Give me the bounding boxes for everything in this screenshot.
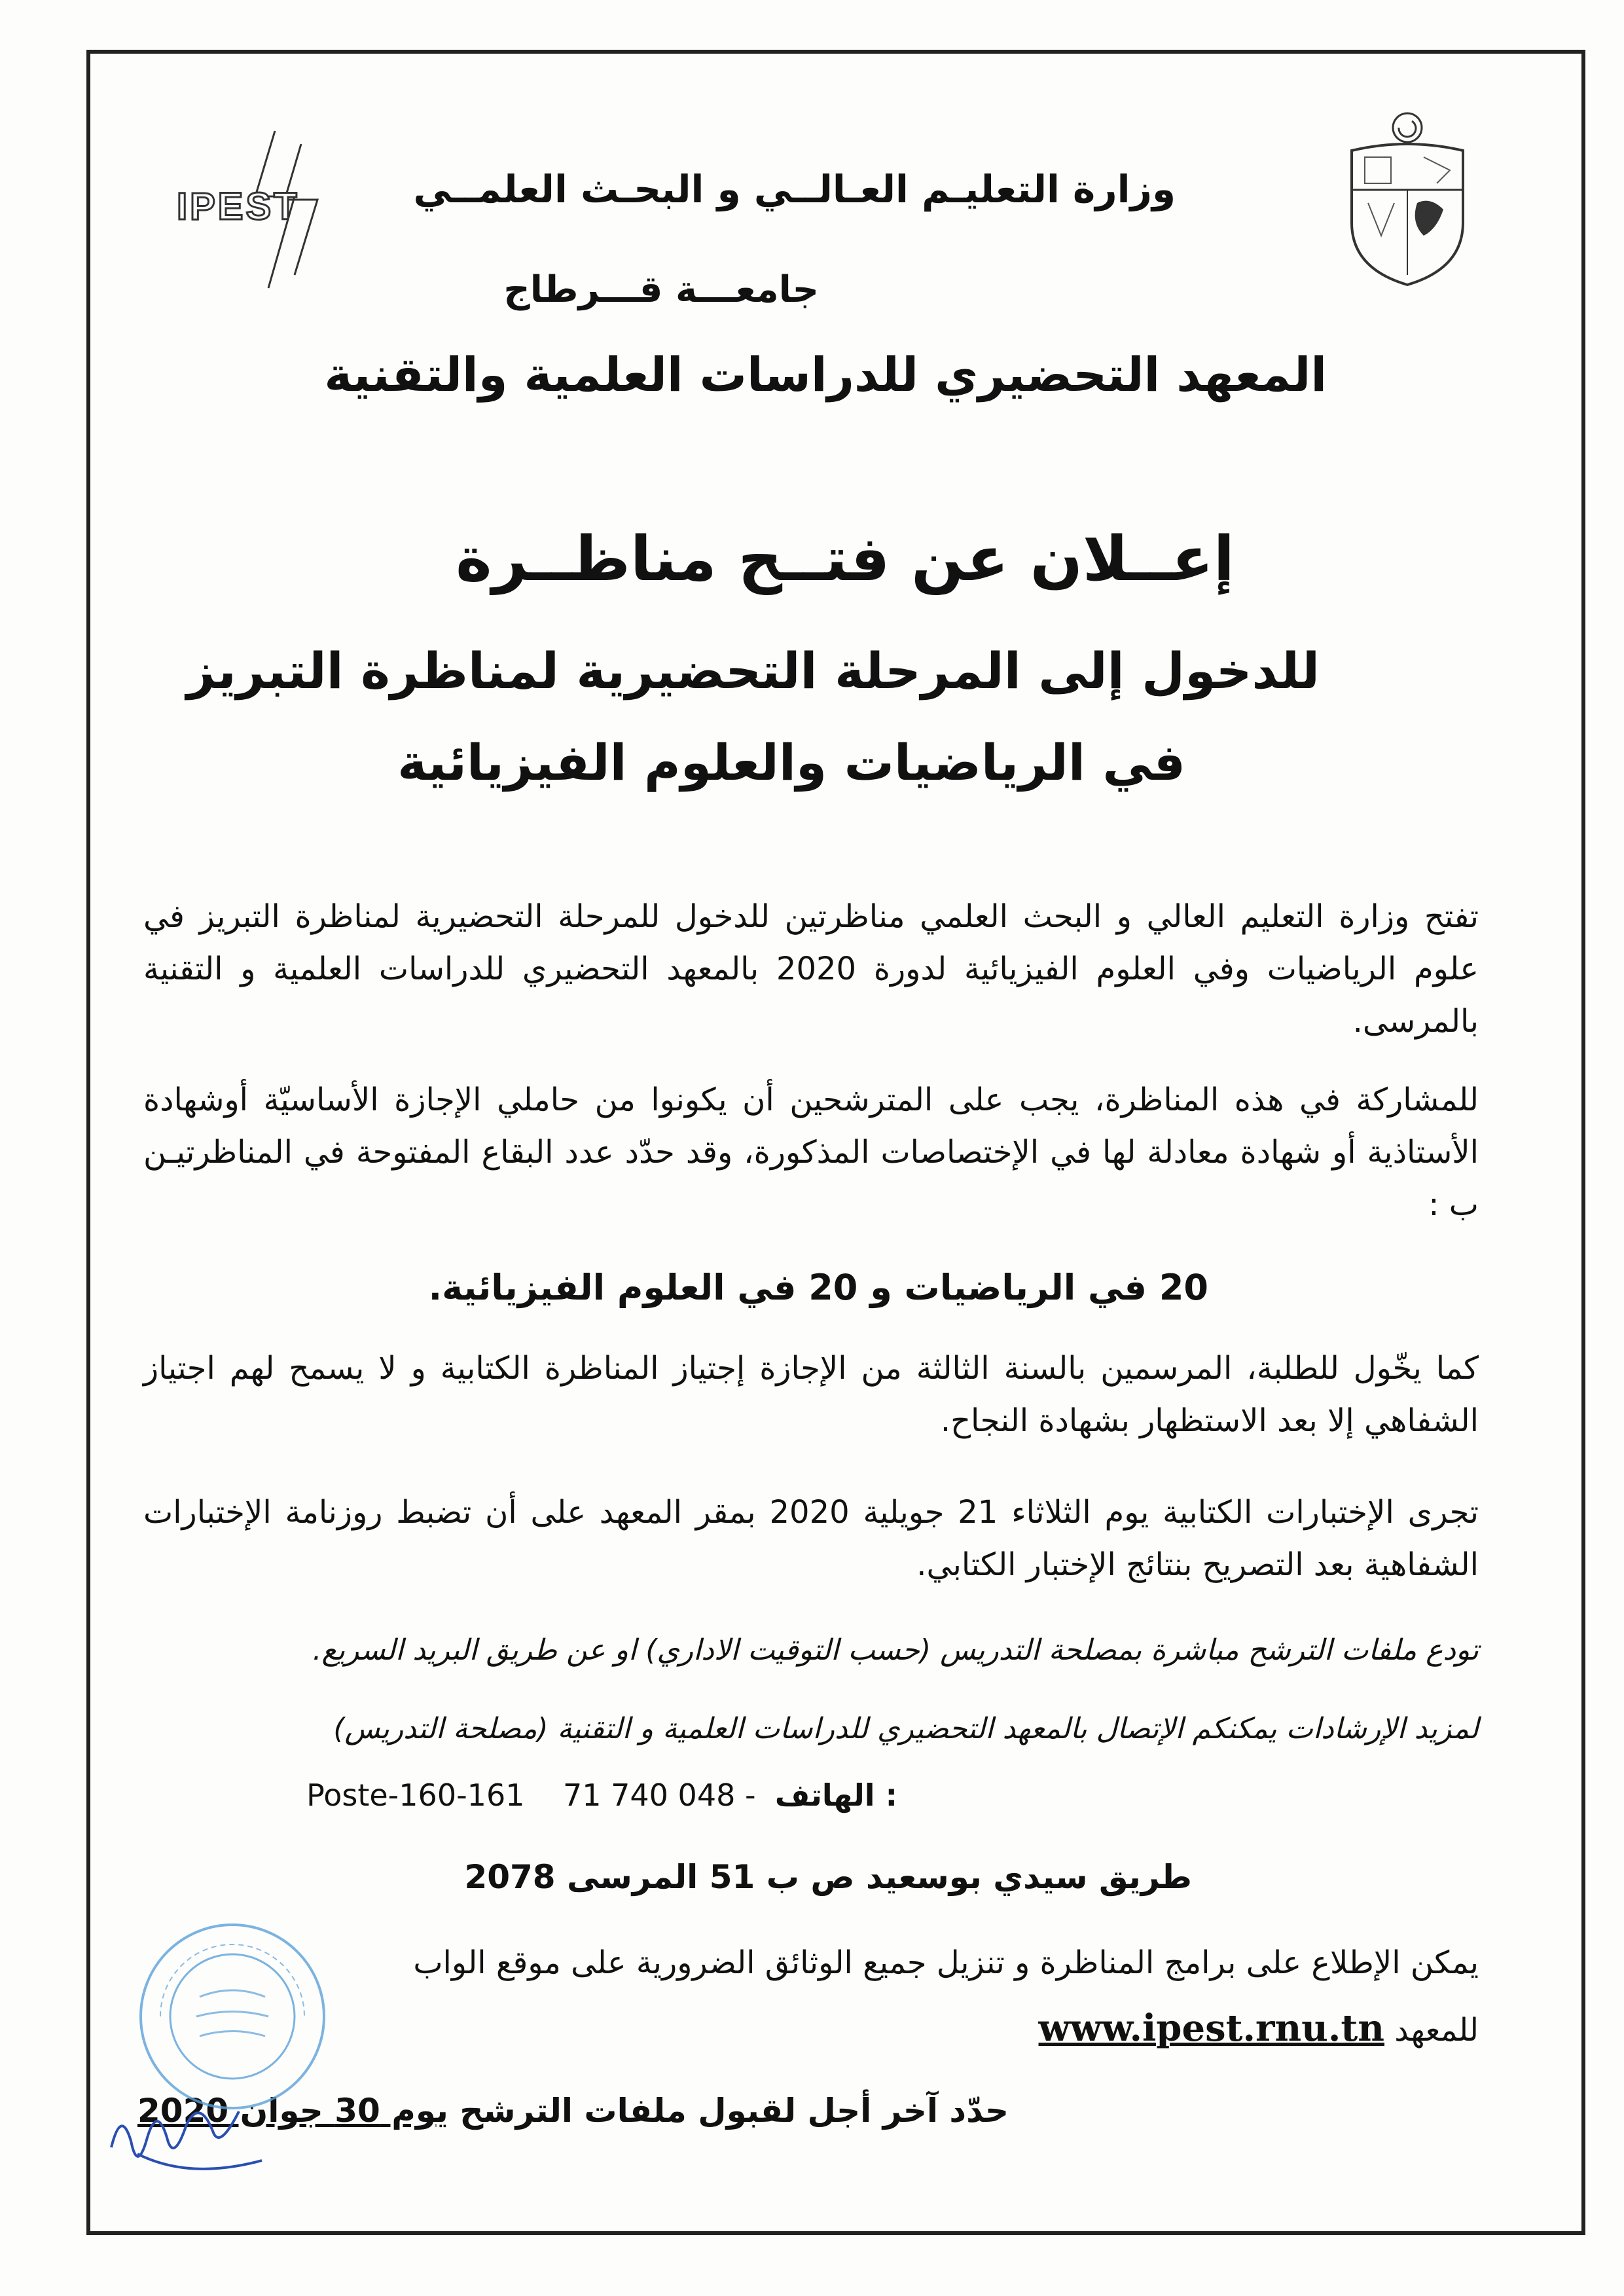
phone-extensions: Poste-160-161 xyxy=(306,1777,525,1813)
positions-count: 20 في الرياضيات و 20 في العلوم الفيزيائية. xyxy=(428,1267,1208,1308)
announcement-subtitle-2: في الرياضيات والعلوم الفيزيائية xyxy=(397,733,1185,792)
phone-label: الهاتف : xyxy=(774,1777,897,1813)
phone-number: 71 740 048 - xyxy=(562,1777,756,1813)
announcement-title: إعــلان عن فتــح مناظــرة xyxy=(456,524,1235,595)
institute-name: المعهد التحضيري للدراسات العلمية والتقنية xyxy=(324,347,1327,402)
ministry-name: وزارة التعليـم العـالــي و البحـث العلمــي xyxy=(413,167,1176,211)
website-prefix: للمعهد xyxy=(1394,2012,1479,2049)
paragraph-exam-date: تجرى الإختبارات الكتابية يوم الثلاثاء 21 جويلية 2020 بمقر المعهد على أن تضبط روزنامة الإختبارات الشفاهية بعد التصريح بنتائج الإختبار الكتابي. xyxy=(143,1494,1479,1583)
note-contact: لمزيد الإرشادات يمكنكم الإتصال بالمعهد التحضيري للدراسات العلمية و التقنية (مصلحة التدريس) xyxy=(333,1712,1479,1745)
website-line xyxy=(1039,2007,1479,2050)
coat-of-arms-icon xyxy=(1339,105,1476,288)
website-link[interactable]: www.ipest.rnu.tn xyxy=(1038,2007,1384,2050)
ipest-logo xyxy=(177,124,386,295)
signature xyxy=(98,2088,281,2187)
paragraph-opening: تفتح وزارة التعليم العالي و البحث العلمي مناظرتين للدخول للمرحلة التحضيرية لمناظرة التبريز في علوم الرياضيات وفي العلوم الفيزيائية لدورة 2020 بالمعهد التحضيري للدراسات العلمية و التقنية بالمرسى. xyxy=(143,898,1479,1040)
website-text: يمكن الإطلاع على برامج المناظرة و تنزيل جميع الوثائق الضرورية على موقع الواب xyxy=(413,1944,1479,1981)
university-name: جامعـــة قـــرطاج xyxy=(503,268,819,311)
note-submission: تودع ملفات الترشح مباشرة بمصلحة التدريس (حسب التوقيت الاداري) او عن طريق البريد السريع. xyxy=(312,1633,1479,1667)
deadline-date: يوم 30 جوان 2020 xyxy=(137,2092,448,2130)
phone-line xyxy=(306,1777,897,1813)
deadline-text: حدّد آخر أجل لقبول ملفات الترشح xyxy=(460,2092,1009,2130)
official-stamp xyxy=(134,1918,331,2115)
ipest-logo-text: IPEST xyxy=(177,185,300,228)
announcement-subtitle-1: للدخول إلى المرحلة التحضيرية لمناظرة التبريز xyxy=(186,642,1320,700)
address: طريق سيدي بوسعيد ص ب 51 المرسى 2078 xyxy=(464,1858,1192,1896)
paragraph-third-year: كما يخّول للطلبة، المرسمين بالسنة الثالثة من الإجازة إجتياز المناظرة الكتابية و لا يسمح لهم اجتياز الشفاهي إلا بعد الاستظهار بشهادة النجاح. xyxy=(143,1350,1479,1439)
paragraph-eligibility: للمشاركة في هذه المناظرة، يجب على المترشحين أن يكونوا من حاملي الإجازة الأساسيّة أوشهادة الأستاذية أو شهادة معادلة لها في الإختصاصات المذكورة، وقد حدّد عدد البقاع المفتوحة في المناظرتيـن ب : xyxy=(143,1082,1479,1223)
